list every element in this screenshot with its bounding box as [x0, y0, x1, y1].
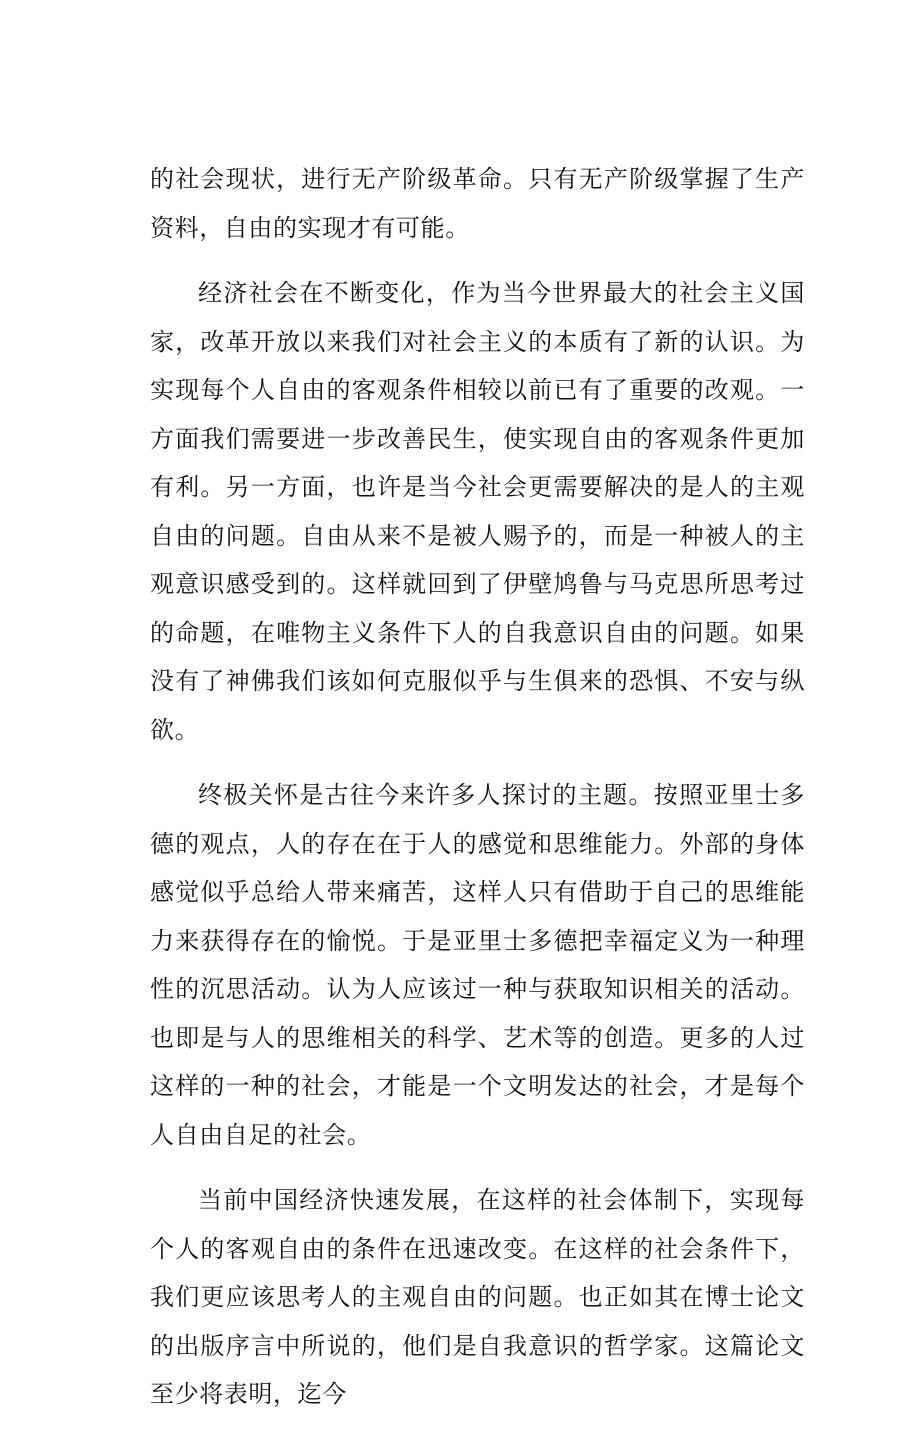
paragraph-3: 终极关怀是古往今来许多人探讨的主题。按照亚里士多德的观点，人的存在在于人的感觉和思维能力。外部的身体感觉似乎总给人带来痛苦，这样人只有借助于自己的思维能力来获得存在的愉悦。于是亚里士多德把幸福定义为一种理性的沉思活动。认为人应该过一种与获取知识相关的活动。也即是与人的思维相关的科学、艺术等的创造。更多的人过这样的一种的社会，才能是一个文明发达的社会，才是每个人自由自足的社会。	[150, 781, 805, 1149]
paragraph-4: 当前中国经济快速发展，在这样的社会体制下，实现每个人的客观自由的条件在迅速改变。在这样的社会条件下，我们更应该思考人的主观自由的问题。也正如其在博士论文的出版序言中所说的，他们是自我意识的哲学家。这篇论文至少将表明，迄今	[150, 1186, 805, 1408]
paragraph-1: 的社会现状，进行无产阶级革命。只有无产阶级掌握了生产资料，自由的实现才有可能。	[150, 165, 805, 242]
paragraph-2: 经济社会在不断变化，作为当今世界最大的社会主义国家，改革开放以来我们对社会主义的本质有了新的认识。为实现每个人自由的客观条件相较以前已有了重要的改观。一方面我们需要进一步改善民生，使实现自由的客观条件更加有利。另一方面，也许是当今社会更需要解决的是人的主观自由的问题。自由从来不是被人赐予的，而是一种被人的主观意识感受到的。这样就回到了伊壁鸠鲁与马克思所思考过的命题，在唯物主义条件下人的自我意识自由的问题。如果没有了神佛我们该如何克服似乎与生俱来的恐惧、不安与纵欲。	[150, 279, 805, 744]
document-body	[150, 155, 805, 1436]
